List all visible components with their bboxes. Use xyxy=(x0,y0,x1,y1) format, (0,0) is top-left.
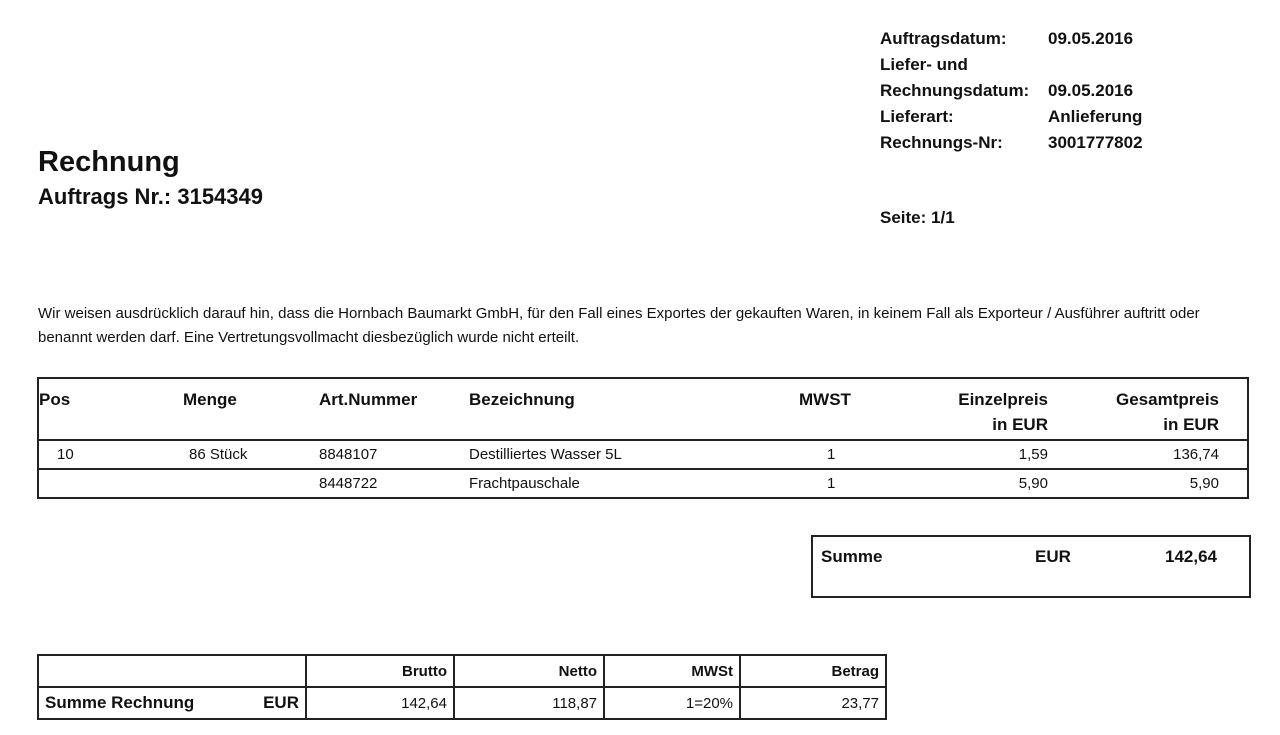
header-gesamtpreis xyxy=(1048,379,1231,439)
cell-bezeichnung: Destilliertes Wasser 5L xyxy=(469,446,622,463)
table-row xyxy=(38,687,886,719)
items-table xyxy=(37,377,1249,499)
vat-mwst: 1=20% xyxy=(604,687,740,719)
rechnungsnr-label: Rechnungs-Nr: xyxy=(880,133,1003,152)
export-disclaimer: Wir weisen ausdrücklich darauf hin, dass die Hornbach Baumarkt GmbH, für den Fall eines Exportes der gekauften Waren, in keinem Fall als Exporteur / Ausführer auftritt oder benannt werden darf. Eine Vertretungsvollmacht diesbezüglich wurde nicht erteilt. xyxy=(38,305,1200,346)
vat-row-currency: EUR xyxy=(263,693,299,712)
page-title: Rechnung xyxy=(38,146,180,178)
invoice-meta xyxy=(880,26,1143,156)
vat-row-label: Summe Rechnung xyxy=(45,693,195,712)
rechnungsnr-value: 3001777802 xyxy=(1048,133,1143,152)
cell-art: 8848107 xyxy=(319,446,378,463)
header-mwst: MWST xyxy=(799,390,851,409)
summe-currency: EUR xyxy=(1035,547,1071,566)
cell-bezeichnung: Frachtpauschale xyxy=(469,475,580,492)
page-number: Seite: 1/1 xyxy=(880,208,955,227)
vat-header-mwst: MWSt xyxy=(604,655,740,687)
liefer-label: Liefer- und xyxy=(880,55,968,74)
header-einzelpreis-2: in EUR xyxy=(992,415,1048,434)
vat-header-netto: Netto xyxy=(454,655,604,687)
vat-brutto: 142,64 xyxy=(306,687,454,719)
vat-header-betrag: Betrag xyxy=(740,655,886,687)
cell-pos: 10 xyxy=(57,446,74,463)
vat-header-brutto: Brutto xyxy=(306,655,454,687)
vat-row-label-cell xyxy=(38,687,306,719)
cell-mwst: 1 xyxy=(827,446,836,463)
header-einzelpreis-1: Einzelpreis xyxy=(958,390,1048,409)
header-menge: Menge xyxy=(183,390,237,409)
cell-einzelpreis: 1,59 xyxy=(1018,446,1048,463)
lieferart-value: Anlieferung xyxy=(1048,107,1143,126)
summe-label: Summe xyxy=(821,547,883,566)
items-table-header xyxy=(39,379,1247,441)
header-einzelpreis xyxy=(873,379,1048,439)
header-art: Art.Nummer xyxy=(319,390,418,409)
vat-betrag: 23,77 xyxy=(740,687,886,719)
header-pos: Pos xyxy=(39,390,71,409)
summe-box xyxy=(811,535,1251,598)
header-gesamtpreis-2: in EUR xyxy=(1163,415,1219,434)
cell-gesamtpreis: 136,74 xyxy=(1173,446,1219,463)
lieferart-label: Lieferart: xyxy=(880,107,954,126)
vat-header-empty xyxy=(38,655,306,687)
cell-menge: 86 Stück xyxy=(189,446,248,463)
auftragsdatum-value: 09.05.2016 xyxy=(1048,29,1134,48)
vat-table-header xyxy=(38,655,886,687)
header-gesamtpreis-1: Gesamtpreis xyxy=(1116,390,1219,409)
rechnungsdatum-value: 09.05.2016 xyxy=(1048,81,1134,100)
summe-value: 142,64 xyxy=(1165,547,1217,566)
cell-mwst: 1 xyxy=(827,475,836,492)
rechnungsdatum-label: Rechnungsdatum: xyxy=(880,81,1030,100)
header-bezeichnung: Bezeichnung xyxy=(469,390,575,409)
auftragsdatum-label: Auftragsdatum: xyxy=(880,29,1007,48)
table-row xyxy=(39,441,1247,470)
cell-art: 8448722 xyxy=(319,475,378,492)
vat-netto: 118,87 xyxy=(454,687,604,719)
table-row xyxy=(39,470,1247,497)
order-number: Auftrags Nr.: 3154349 xyxy=(38,184,263,209)
cell-gesamtpreis: 5,90 xyxy=(1189,475,1219,492)
vat-table xyxy=(37,654,887,720)
cell-einzelpreis: 5,90 xyxy=(1018,475,1048,492)
